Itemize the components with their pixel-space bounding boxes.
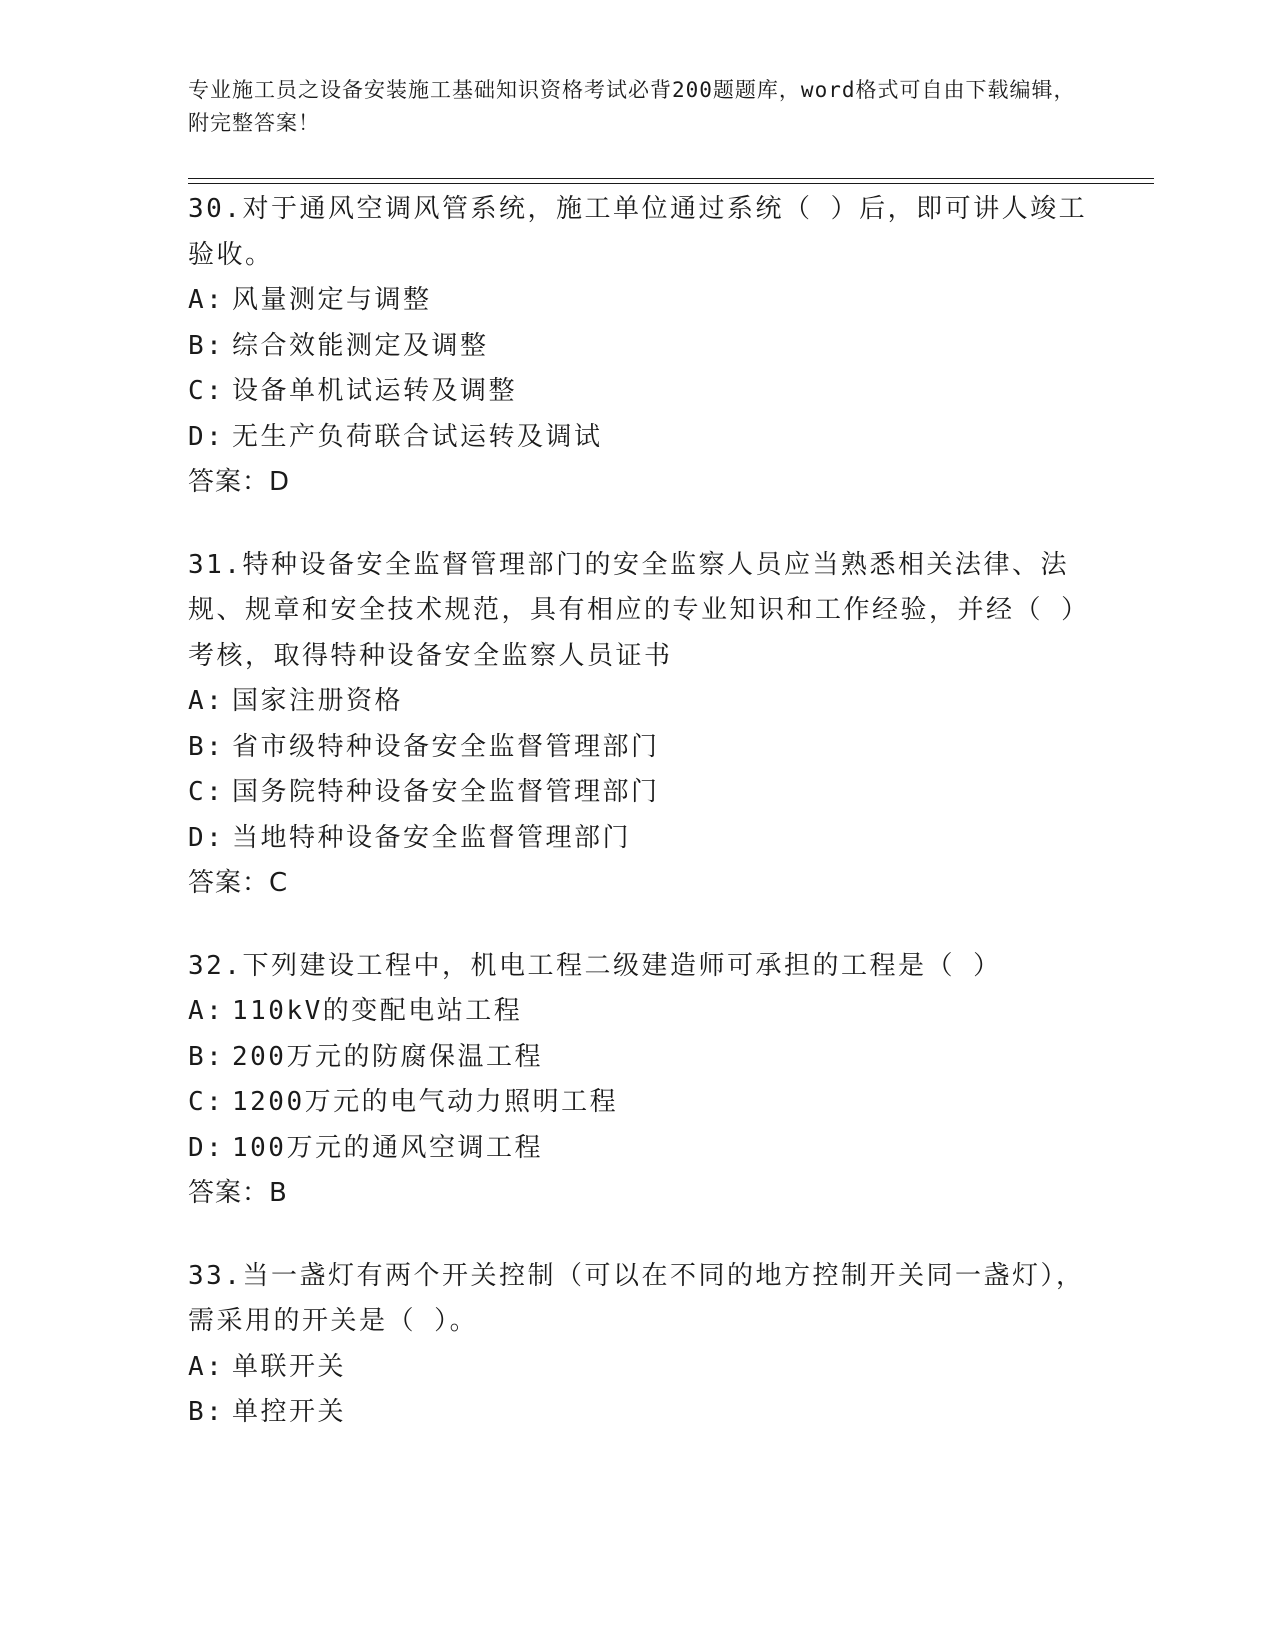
option-letter: B: bbox=[188, 1397, 225, 1427]
option-b bbox=[188, 1390, 1108, 1436]
question-list bbox=[188, 187, 1108, 1473]
option-text: 国家注册资格 bbox=[232, 686, 404, 716]
option-letter: B: bbox=[188, 731, 225, 762]
question-text: 31.特种设备安全监督管理部门的安全监察人员应当熟悉相关法律、法规、规章和安全技术规范，具有相应的专业知识和工作经验，并经（ ）考核，取得特种设备安全监察人员证书 bbox=[188, 549, 1090, 671]
header-rule-bottom bbox=[188, 183, 1154, 184]
option-text: 200万元的防腐保温工程 bbox=[232, 1041, 543, 1072]
option-c bbox=[188, 1080, 1108, 1126]
answer: 答案：D bbox=[188, 467, 291, 497]
question-33 bbox=[188, 1254, 1108, 1436]
answer: 答案：C bbox=[188, 868, 289, 898]
answer: 答案：B bbox=[188, 1178, 288, 1208]
option-c bbox=[188, 369, 1108, 415]
document-header: 专业施工员之设备安装施工基础知识资格考试必背200题题库，word格式可自由下载编辑，附完整答案！ bbox=[188, 78, 1076, 135]
option-text: 设备单机试运转及调整 bbox=[232, 376, 518, 406]
option-d bbox=[188, 816, 1108, 862]
option-text: 单控开关 bbox=[232, 1397, 347, 1427]
option-text: 100万元的通风空调工程 bbox=[232, 1132, 543, 1163]
option-c bbox=[188, 770, 1108, 816]
option-letter: A: bbox=[188, 285, 225, 315]
option-text: 省市级特种设备安全监督管理部门 bbox=[232, 731, 660, 762]
option-letter: D: bbox=[188, 421, 225, 452]
option-letter: B: bbox=[188, 1041, 225, 1072]
option-d bbox=[188, 415, 1108, 461]
option-letter: A: bbox=[188, 996, 225, 1026]
option-letter: A: bbox=[188, 1351, 225, 1382]
option-letter: C: bbox=[188, 1087, 225, 1117]
option-letter: C: bbox=[188, 777, 225, 807]
option-letter: D: bbox=[188, 822, 225, 853]
option-a bbox=[188, 989, 1108, 1035]
option-text: 无生产负荷联合试运转及调试 bbox=[232, 421, 603, 452]
option-a bbox=[188, 278, 1108, 324]
question-30 bbox=[188, 187, 1108, 506]
option-text: 综合效能测定及调整 bbox=[232, 330, 489, 361]
option-letter: A: bbox=[188, 686, 225, 716]
question-32 bbox=[188, 944, 1108, 1217]
option-text: 110kV的变配电站工程 bbox=[232, 996, 523, 1026]
option-text: 风量测定与调整 bbox=[232, 285, 432, 315]
option-letter: D: bbox=[188, 1132, 225, 1163]
option-b bbox=[188, 324, 1108, 370]
option-b bbox=[188, 1035, 1108, 1081]
option-text: 1200万元的电气动力照明工程 bbox=[232, 1087, 619, 1117]
option-letter: B: bbox=[188, 330, 225, 361]
option-d bbox=[188, 1126, 1108, 1172]
option-text: 当地特种设备安全监督管理部门 bbox=[232, 822, 632, 853]
option-text: 单联开关 bbox=[232, 1351, 347, 1382]
option-a bbox=[188, 679, 1108, 725]
question-text: 33.当一盏灯有两个开关控制（可以在不同的地方控制开关同一盏灯），需采用的开关是（ ）。 bbox=[188, 1260, 1085, 1336]
option-text: 国务院特种设备安全监督管理部门 bbox=[232, 777, 660, 807]
question-text: 32.下列建设工程中，机电工程二级建造师可承担的工程是（ ） bbox=[188, 950, 1002, 981]
header-rule-top bbox=[188, 178, 1154, 179]
option-letter: C: bbox=[188, 376, 225, 406]
option-b bbox=[188, 725, 1108, 771]
question-text: 30.对于通风空调风管系统，施工单位通过系统（ ）后，即可讲人竣工验收。 bbox=[188, 194, 1088, 270]
option-a bbox=[188, 1345, 1108, 1391]
question-31 bbox=[188, 543, 1108, 907]
